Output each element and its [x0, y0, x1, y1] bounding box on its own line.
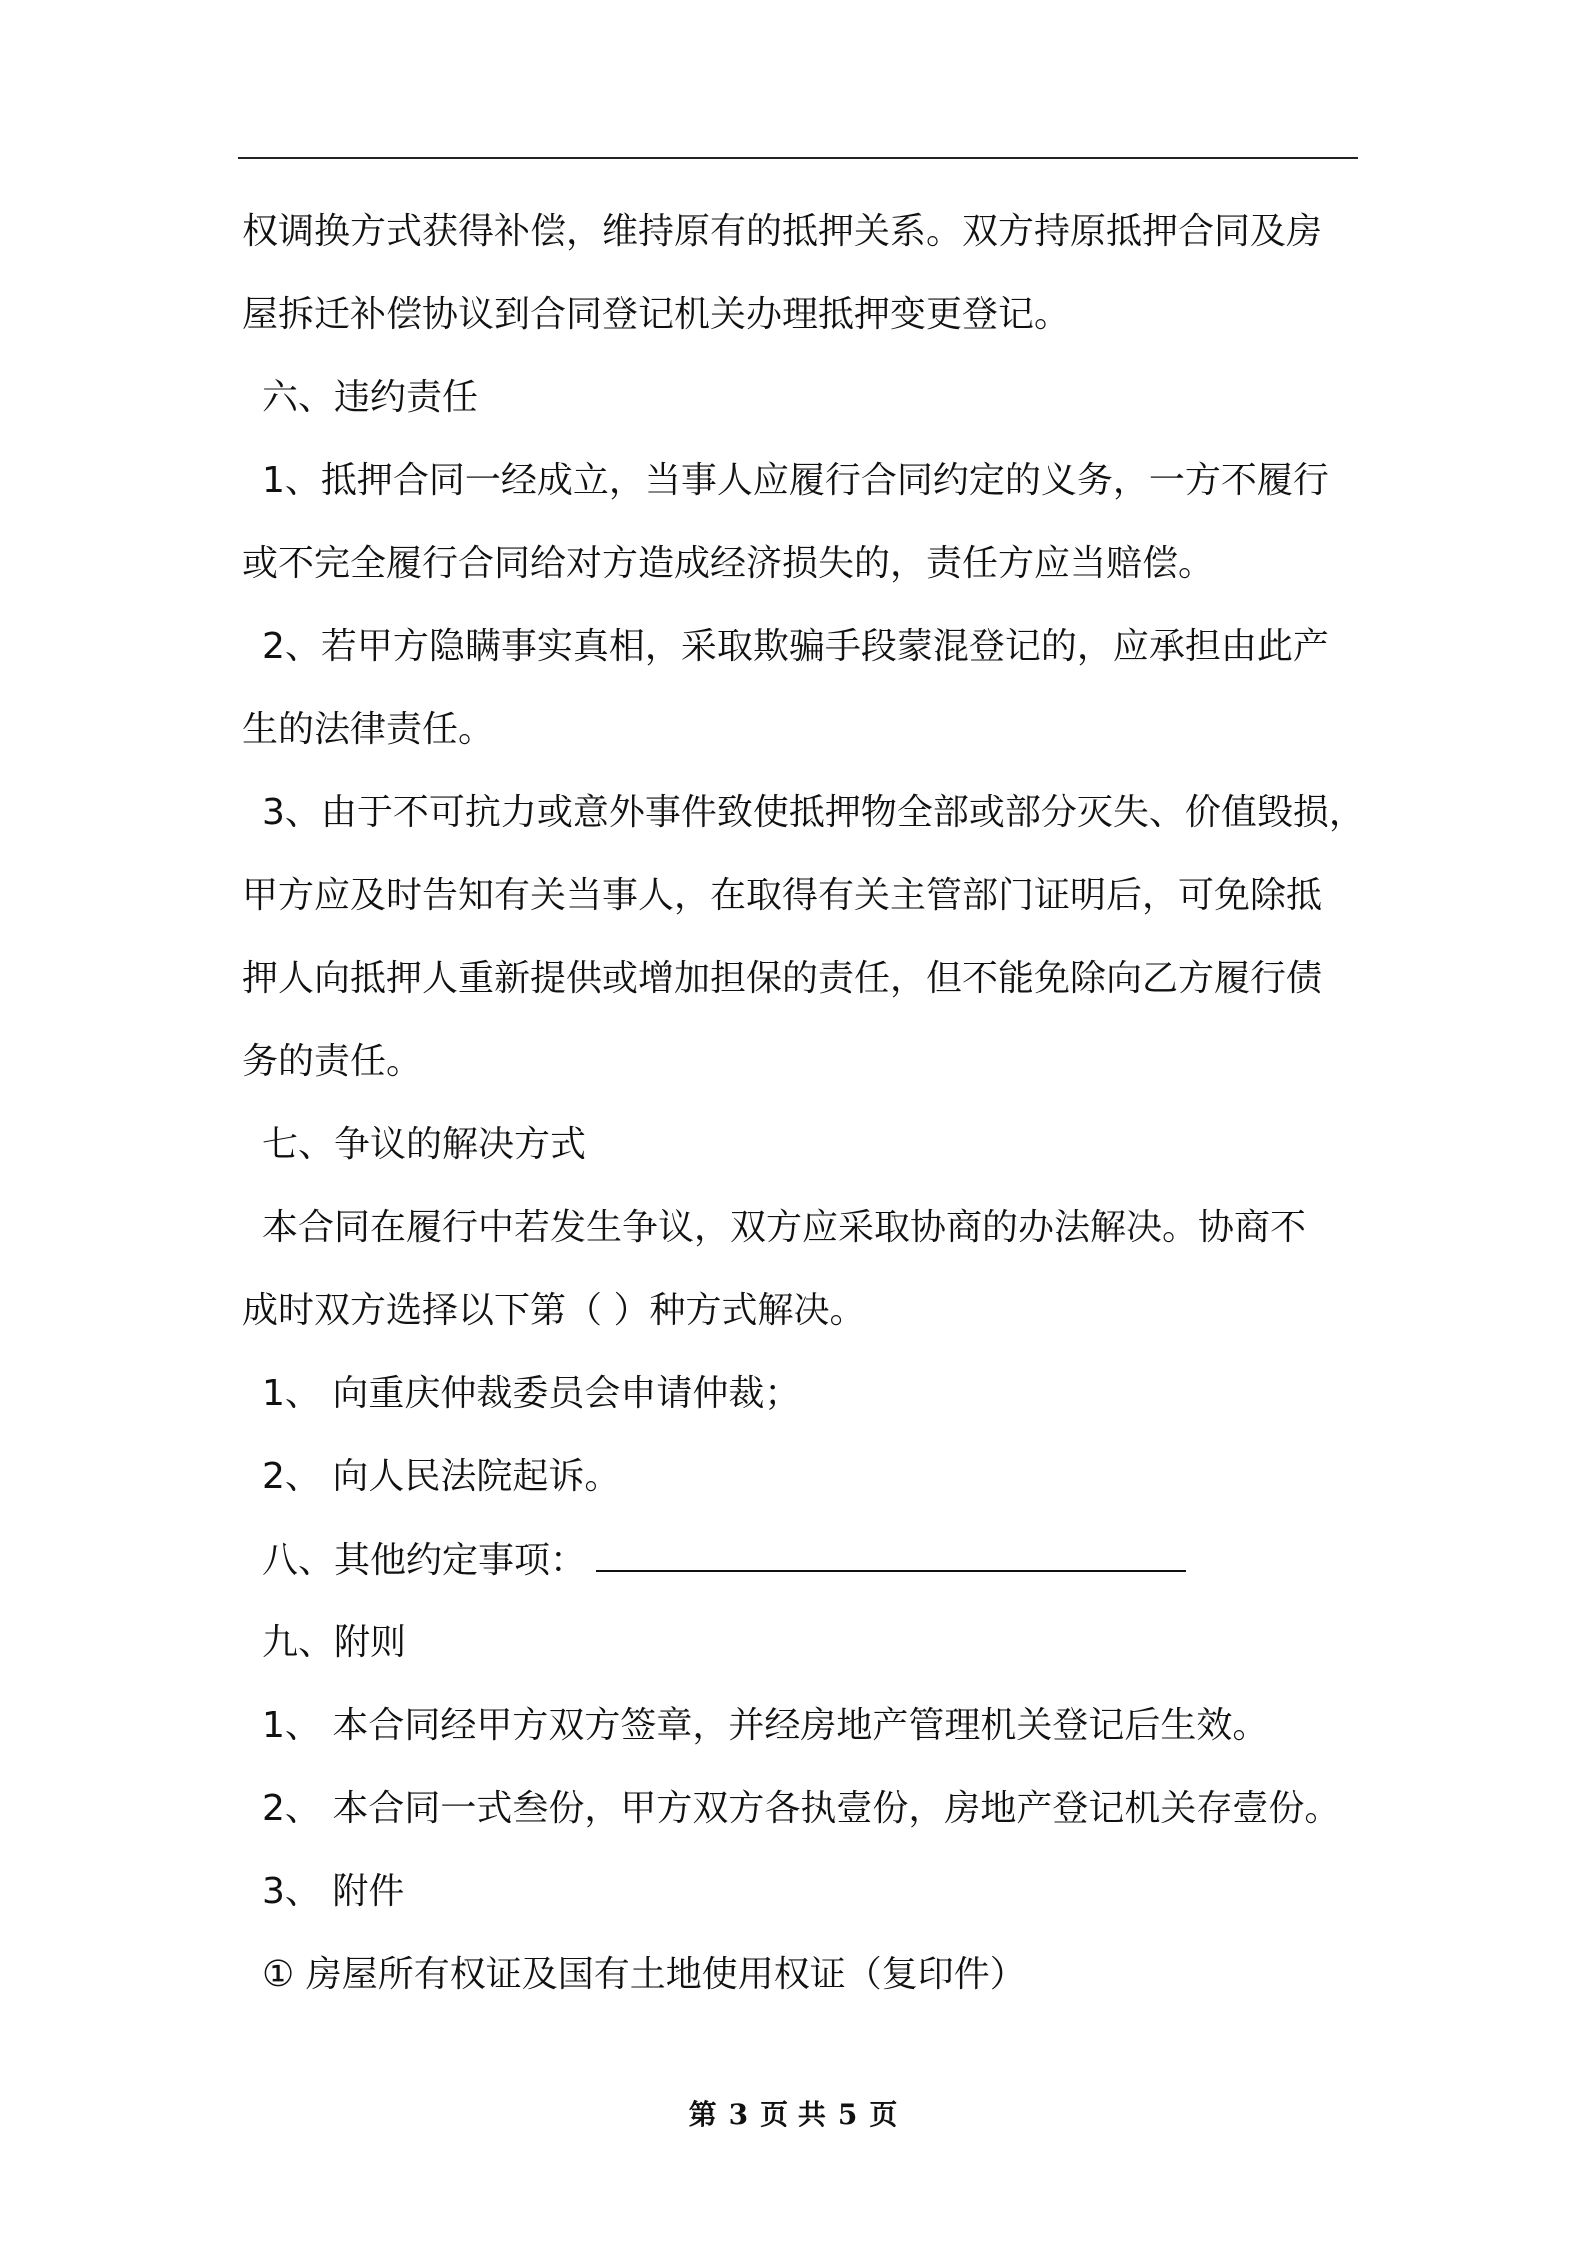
- list-item: 2、 向人民法院起诉。: [262, 1456, 621, 1497]
- section-heading: 八、其他约定事项：: [262, 1540, 587, 1581]
- paragraph-line: 或不完全履行合同给对方造成经济损失的，责任方应当赔偿。: [242, 543, 1215, 584]
- footer-prefix: 第: [688, 2098, 717, 2131]
- paragraph-line: 务的责任。: [242, 1041, 423, 1082]
- section-heading-with-blank: [262, 1536, 1392, 1584]
- section-heading: 六、违约责任: [262, 377, 479, 418]
- current-page-number: 3: [728, 2098, 749, 2131]
- fill-in-blank[interactable]: [596, 1536, 1186, 1572]
- paragraph-line: 3、由于不可抗力或意外事件致使抵押物全部或部分灭失、价值毁损，: [262, 792, 1365, 833]
- paragraph-line: 押人向抵押人重新提供或增加担保的责任，但不能免除向乙方履行债: [242, 958, 1323, 999]
- paragraph-line: 2、若甲方隐瞒事实真相，采取欺骗手段蒙混登记的，应承担由此产: [262, 626, 1329, 667]
- paragraph-line: 屋拆迁补偿协议到合同登记机关办理抵押变更登记。: [242, 294, 1071, 335]
- paragraph-line: 1、抵押合同一经成立，当事人应履行合同约定的义务，一方不履行: [262, 460, 1329, 501]
- paragraph-line: 成时双方选择以下第（ ）种方式解决。: [242, 1290, 866, 1331]
- paragraph-line: 权调换方式获得补偿，维持原有的抵押关系。双方持原抵押合同及房: [242, 211, 1323, 252]
- list-item: 1、 本合同经甲方双方签章，并经房地产管理机关登记后生效。: [262, 1705, 1269, 1746]
- page-footer: [0, 2093, 1586, 2133]
- paragraph-line: 甲方应及时告知有关当事人，在取得有关主管部门证明后，可免除抵: [242, 875, 1323, 916]
- footer-middle: 页 共: [760, 2098, 826, 2131]
- list-item: ① 房屋所有权证及国有土地使用权证（复印件）: [262, 1954, 1026, 1995]
- header-rule: [238, 157, 1358, 159]
- section-heading: 七、争议的解决方式: [262, 1124, 587, 1165]
- list-item: 3、 附件: [262, 1871, 405, 1912]
- section-heading: 九、附则: [262, 1622, 407, 1663]
- list-item: 2、 本合同一式叁份，甲方双方各执壹份，房地产登记机关存壹份。: [262, 1788, 1341, 1829]
- total-page-number: 5: [837, 2098, 858, 2131]
- paragraph-line: 生的法律责任。: [242, 709, 495, 750]
- list-item: 1、 向重庆仲裁委员会申请仲裁；: [262, 1373, 801, 1414]
- paragraph-line: 本合同在履行中若发生争议，双方应采取协商的办法解决。协商不: [262, 1207, 1307, 1248]
- footer-suffix: 页: [869, 2098, 898, 2131]
